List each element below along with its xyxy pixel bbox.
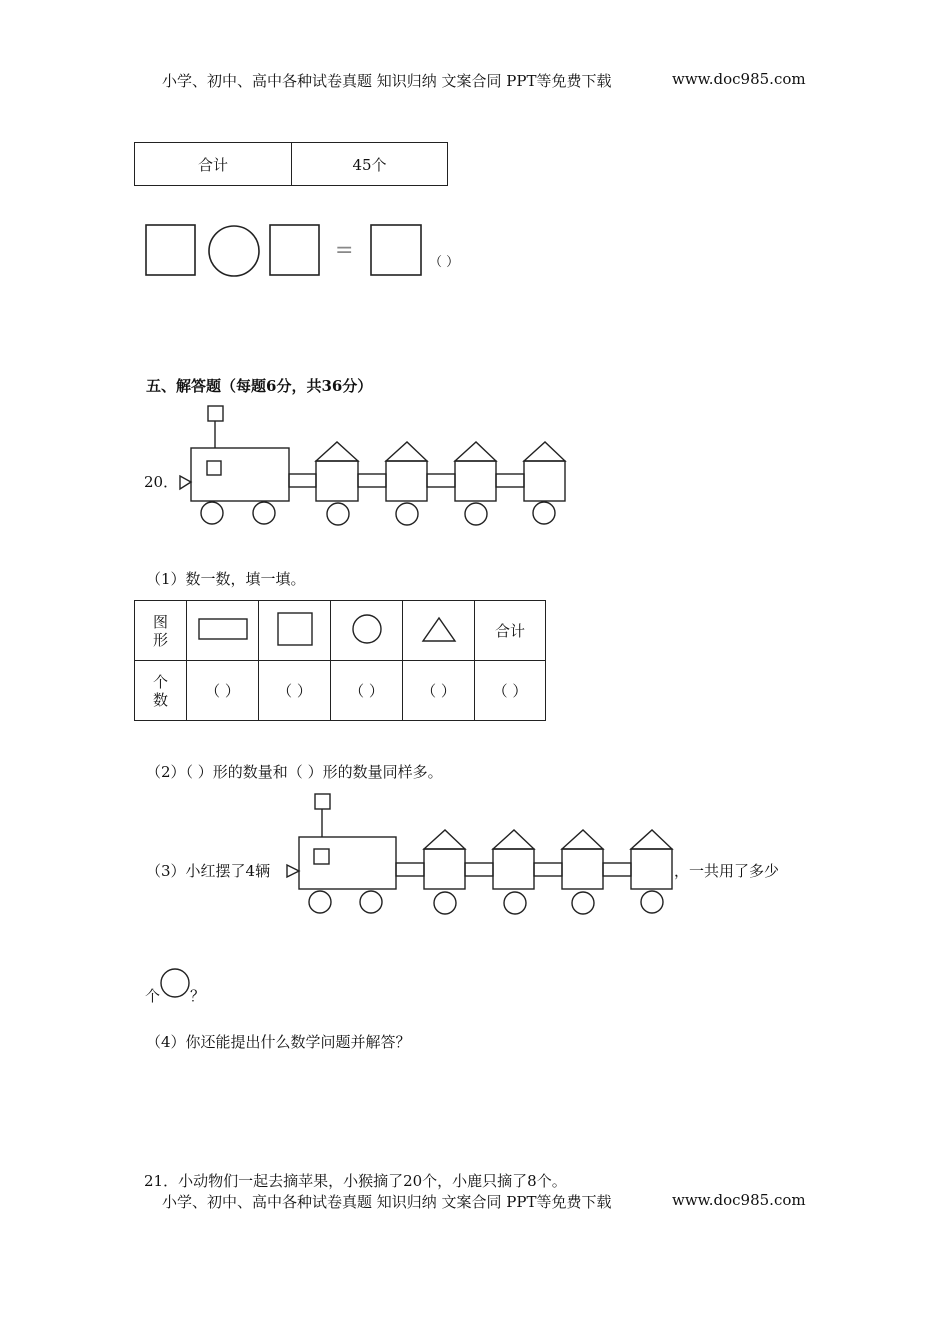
q20-part3-line2-b: ？ — [190, 987, 206, 1005]
count-blank-square[interactable]: （ ） — [259, 661, 331, 721]
page-footer-text: 小学、初中、高中各种试卷真题 知识归纳 文案合同 PPT等免费下载 — [162, 1193, 612, 1211]
section-title: 五、解答题（每题6分，共36分） — [146, 377, 373, 395]
count-blank-triangle[interactable]: （ ） — [403, 661, 475, 721]
count-blank-total[interactable]: （ ） — [475, 661, 546, 721]
equation-answer-blank: （ ） — [429, 255, 460, 270]
count-blank-rectangle[interactable]: （ ） — [187, 661, 259, 721]
page-header-url: www.doc985.com — [672, 70, 806, 88]
header-total-cell: 合计 — [475, 601, 546, 661]
q20-part3-suffix: ，一共用了多少 — [674, 862, 780, 880]
question-20-number: 20． — [144, 473, 179, 491]
total-label-cell: 合计 — [135, 143, 292, 186]
row-header-shape: 图 形 — [135, 601, 187, 661]
total-value-cell: 45个 — [292, 143, 448, 186]
equals-sign: = — [335, 238, 354, 263]
row-header-count: 个 数 — [135, 661, 187, 721]
page-header-text: 小学、初中、高中各种试卷真题 知识归纳 文案合同 PPT等免费下载 — [162, 72, 612, 90]
page-footer-url: www.doc985.com — [672, 1191, 806, 1209]
q20-part2-text: （2）（ ）形的数量和（ ）形的数量同样多。 — [146, 763, 443, 781]
q20-part3-line2-a: 个 — [145, 987, 161, 1005]
q20-part3-prefix: （3）小红摆了4辆 — [146, 862, 271, 880]
count-blank-circle[interactable]: （ ） — [331, 661, 403, 721]
question-21-text: 21．小动物们一起去摘苹果，小猴摘了20个，小鹿只摘了8个。 — [144, 1172, 567, 1190]
q20-part1-text: （1）数一数，填一填。 — [146, 570, 306, 588]
q20-part4-text: （4）你还能提出什么数学问题并解答？ — [146, 1033, 411, 1051]
